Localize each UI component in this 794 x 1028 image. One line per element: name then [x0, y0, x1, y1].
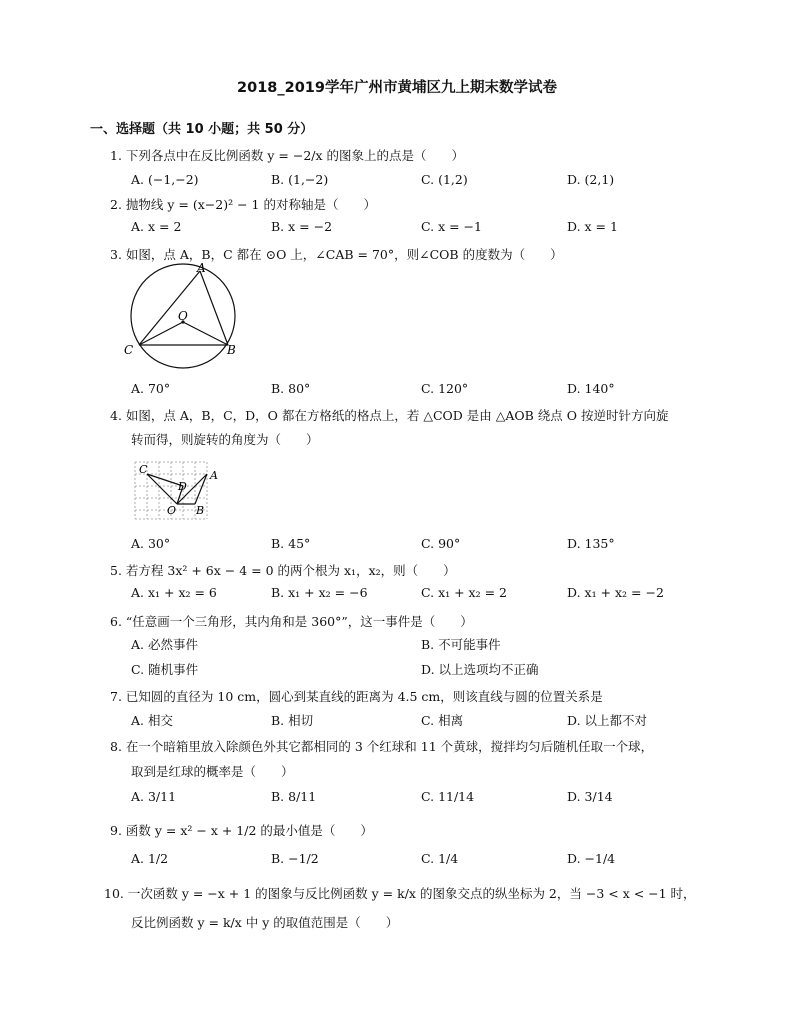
question-9-options [131, 851, 651, 869]
option-c: C. (1,2) [421, 172, 468, 187]
chord-ac [139, 271, 200, 345]
option-b: B. (1,−2) [271, 172, 329, 187]
question-1-options [131, 172, 651, 190]
grid-figure [133, 460, 223, 522]
option-c: C. 120° [421, 381, 469, 396]
option-b: B. x₁ + x₂ = −6 [271, 585, 368, 600]
question-7-options [131, 711, 651, 729]
option-c: C. x₁ + x₂ = 2 [421, 585, 507, 600]
question-8-stem-line-2: 取到是红球的概率是（ ） [131, 764, 294, 779]
option-c: C. 90° [421, 536, 461, 551]
question-10-stem-line-2: 反比例函数 y = k/x 中 y 的取值范围是（ ） [131, 915, 399, 930]
option-c: C. 随机事件 [131, 662, 199, 677]
option-a: A. 3/11 [131, 789, 177, 804]
circle-figure [118, 262, 248, 372]
question-7-stem: 7. 已知圆的直径为 10 cm，圆心到某直线的距离为 4.5 cm，则该直线与圆的位置关系是 [110, 689, 603, 704]
question-5-stem: 5. 若方程 3x² + 6x − 4 = 0 的两个根为 x₁，x₂，则（ ） [110, 563, 456, 578]
option-d: D. (2,1) [567, 172, 615, 187]
question-4-stem-line-1: 4. 如图，点 A，B，C，D，O 都在方格纸的格点上，若 △COD 是由 △AOB 绕点 O 按逆时针方向旋 [110, 408, 669, 423]
page-title: 2018_2019学年广州市黄埔区九上期末数学试卷 [237, 80, 557, 96]
label-a: A [197, 261, 206, 275]
option-b: B. 不可能事件 [421, 637, 501, 652]
question-6-options-row-1 [131, 635, 651, 653]
option-d: D. −1/4 [567, 851, 616, 866]
option-c: C. 1/4 [421, 851, 459, 866]
option-d: D. x = 1 [567, 219, 618, 234]
question-2-stem: 2. 抛物线 y = (x−2)² − 1 的对称轴是（ ） [110, 197, 376, 212]
label-c: C [139, 463, 148, 476]
section-heading: 一、选择题（共 10 小题；共 50 分） [90, 122, 314, 137]
option-a: A. 1/2 [131, 851, 169, 866]
option-a: A. (−1,−2) [131, 172, 199, 187]
option-a: A. x = 2 [131, 219, 182, 234]
option-d: D. 140° [567, 381, 615, 396]
question-2-options [131, 219, 651, 237]
option-c: C. 11/14 [421, 789, 475, 804]
option-a: A. 70° [131, 381, 171, 396]
question-6-stem: 6. “任意画一个三角形，其内角和是 360°”，这一事件是（ ） [110, 614, 473, 629]
question-8-options [131, 789, 651, 807]
option-a: A. 必然事件 [131, 637, 198, 652]
radius-ob [183, 322, 228, 345]
option-b: B. x = −2 [271, 219, 333, 234]
option-b: B. −1/2 [271, 851, 319, 866]
option-c: C. x = −1 [421, 219, 482, 234]
label-c: C [124, 343, 134, 357]
question-3-options [131, 381, 651, 399]
question-4-options [131, 536, 651, 554]
option-d: D. x₁ + x₂ = −2 [567, 585, 664, 600]
option-b: B. 8/11 [271, 789, 317, 804]
label-o: O [167, 504, 177, 517]
option-a: A. 30° [131, 536, 171, 551]
segment-ab [195, 474, 207, 504]
option-d: D. 以上都不对 [567, 713, 648, 728]
option-a: A. x₁ + x₂ = 6 [131, 585, 217, 600]
question-9-stem: 9. 函数 y = x² − x + 1/2 的最小值是（ ） [110, 823, 373, 838]
option-d: D. 135° [567, 536, 615, 551]
question-5-options [131, 585, 664, 603]
option-b: B. 相切 [271, 713, 314, 728]
question-3-stem: 3. 如图，点 A，B，C 都在 ⊙O 上，∠CAB = 70°，则∠COB 的度数为（ ） [110, 247, 563, 262]
radius-oc [139, 322, 183, 345]
question-4-stem-line-2: 转而得，则旋转的角度为（ ） [131, 432, 319, 447]
label-o: O [178, 309, 188, 323]
label-b: B [196, 504, 205, 517]
option-d: D. 3/14 [567, 789, 613, 804]
label-a: A [210, 469, 218, 482]
option-b: B. 45° [271, 536, 311, 551]
label-b: B [227, 343, 236, 357]
option-a: A. 相交 [131, 713, 173, 728]
label-d: D [178, 480, 187, 493]
question-8-stem-line-1: 8. 在一个暗箱里放入除颜色外其它都相同的 3 个红球和 11 个黄球，搅拌均匀后随机任取一个球， [110, 739, 654, 754]
question-1-stem: 1. 下列各点中在反比例函数 y = −2/x 的图象上的点是（ ） [110, 148, 465, 163]
option-d: D. 以上选项均不正确 [421, 662, 539, 677]
question-10-stem-line-1: 10. 一次函数 y = −x + 1 的图象与反比例函数 y = k/x 的图象交点的纵坐标为 2，当 −3 < x < −1 时， [104, 886, 696, 901]
question-6-options-row-2 [131, 660, 651, 678]
option-b: B. 80° [271, 381, 311, 396]
chord-ab [200, 271, 228, 345]
option-c: C. 相离 [421, 713, 464, 728]
